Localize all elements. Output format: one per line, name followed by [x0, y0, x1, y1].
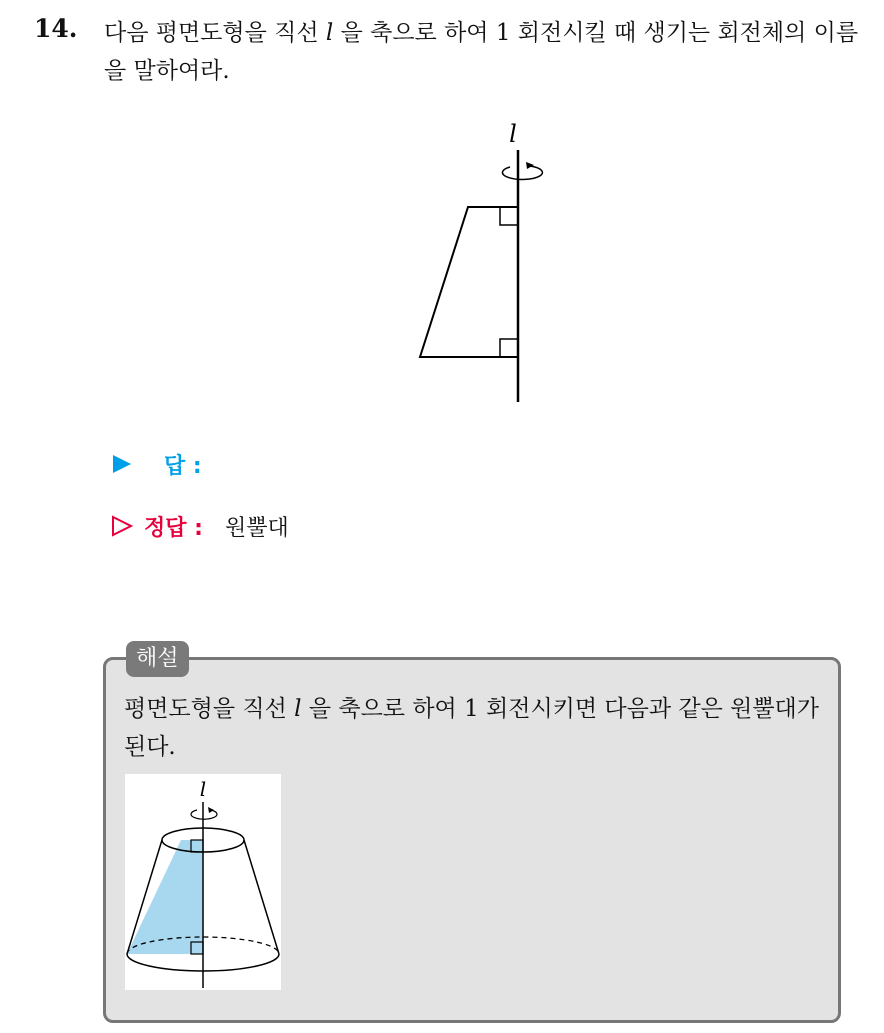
question-text-part2: 을 축으로 하여 1 회전시킬 때 생기는 회전체의 이름을 말하여라.: [104, 20, 859, 84]
axis-variable: l: [325, 20, 334, 46]
right-angle-marker-top: [500, 207, 518, 225]
explanation-text-part1: 평면도형을 직선: [124, 696, 295, 722]
frustum-rotation-arrowhead: [208, 807, 214, 813]
correct-answer-marker-icon: [108, 515, 136, 537]
correct-answer-label: 정답 :: [144, 515, 203, 541]
correct-answer-row: [108, 510, 289, 542]
explanation-axis-variable: l: [294, 696, 302, 722]
figure-axis-label: l: [509, 120, 517, 148]
explanation-tab: 해설: [126, 641, 189, 677]
question-text-part1: 다음 평면도형을 직선: [104, 20, 326, 46]
frustum-figure: [125, 774, 281, 990]
explanation-text-part2: 을 축으로 하여 1 회전시키면 다음과 같은 원뿔대가 된다.: [124, 696, 819, 760]
rotation-arrow: [502, 166, 542, 179]
frustum-axis-label: l: [199, 777, 207, 801]
answer-row: [108, 448, 224, 480]
correct-answer-value: 원뿔대: [224, 515, 289, 541]
answer-label: 답 :: [164, 453, 202, 479]
frustum-figure-panel: [125, 774, 281, 990]
question-number: 14.: [34, 14, 78, 43]
right-angle-marker-bottom: [500, 339, 518, 357]
shaded-trapezoid: [127, 840, 203, 954]
frustum-rotation-arrow: [191, 810, 217, 819]
explanation-text: [124, 690, 834, 766]
trapezoid-figure: [400, 112, 560, 412]
rotation-arrowhead: [526, 162, 534, 169]
question-text: [104, 14, 874, 90]
answer-marker-icon: [108, 453, 136, 475]
frustum-right-edge: [244, 840, 279, 954]
trapezoid-outline: [420, 207, 518, 357]
